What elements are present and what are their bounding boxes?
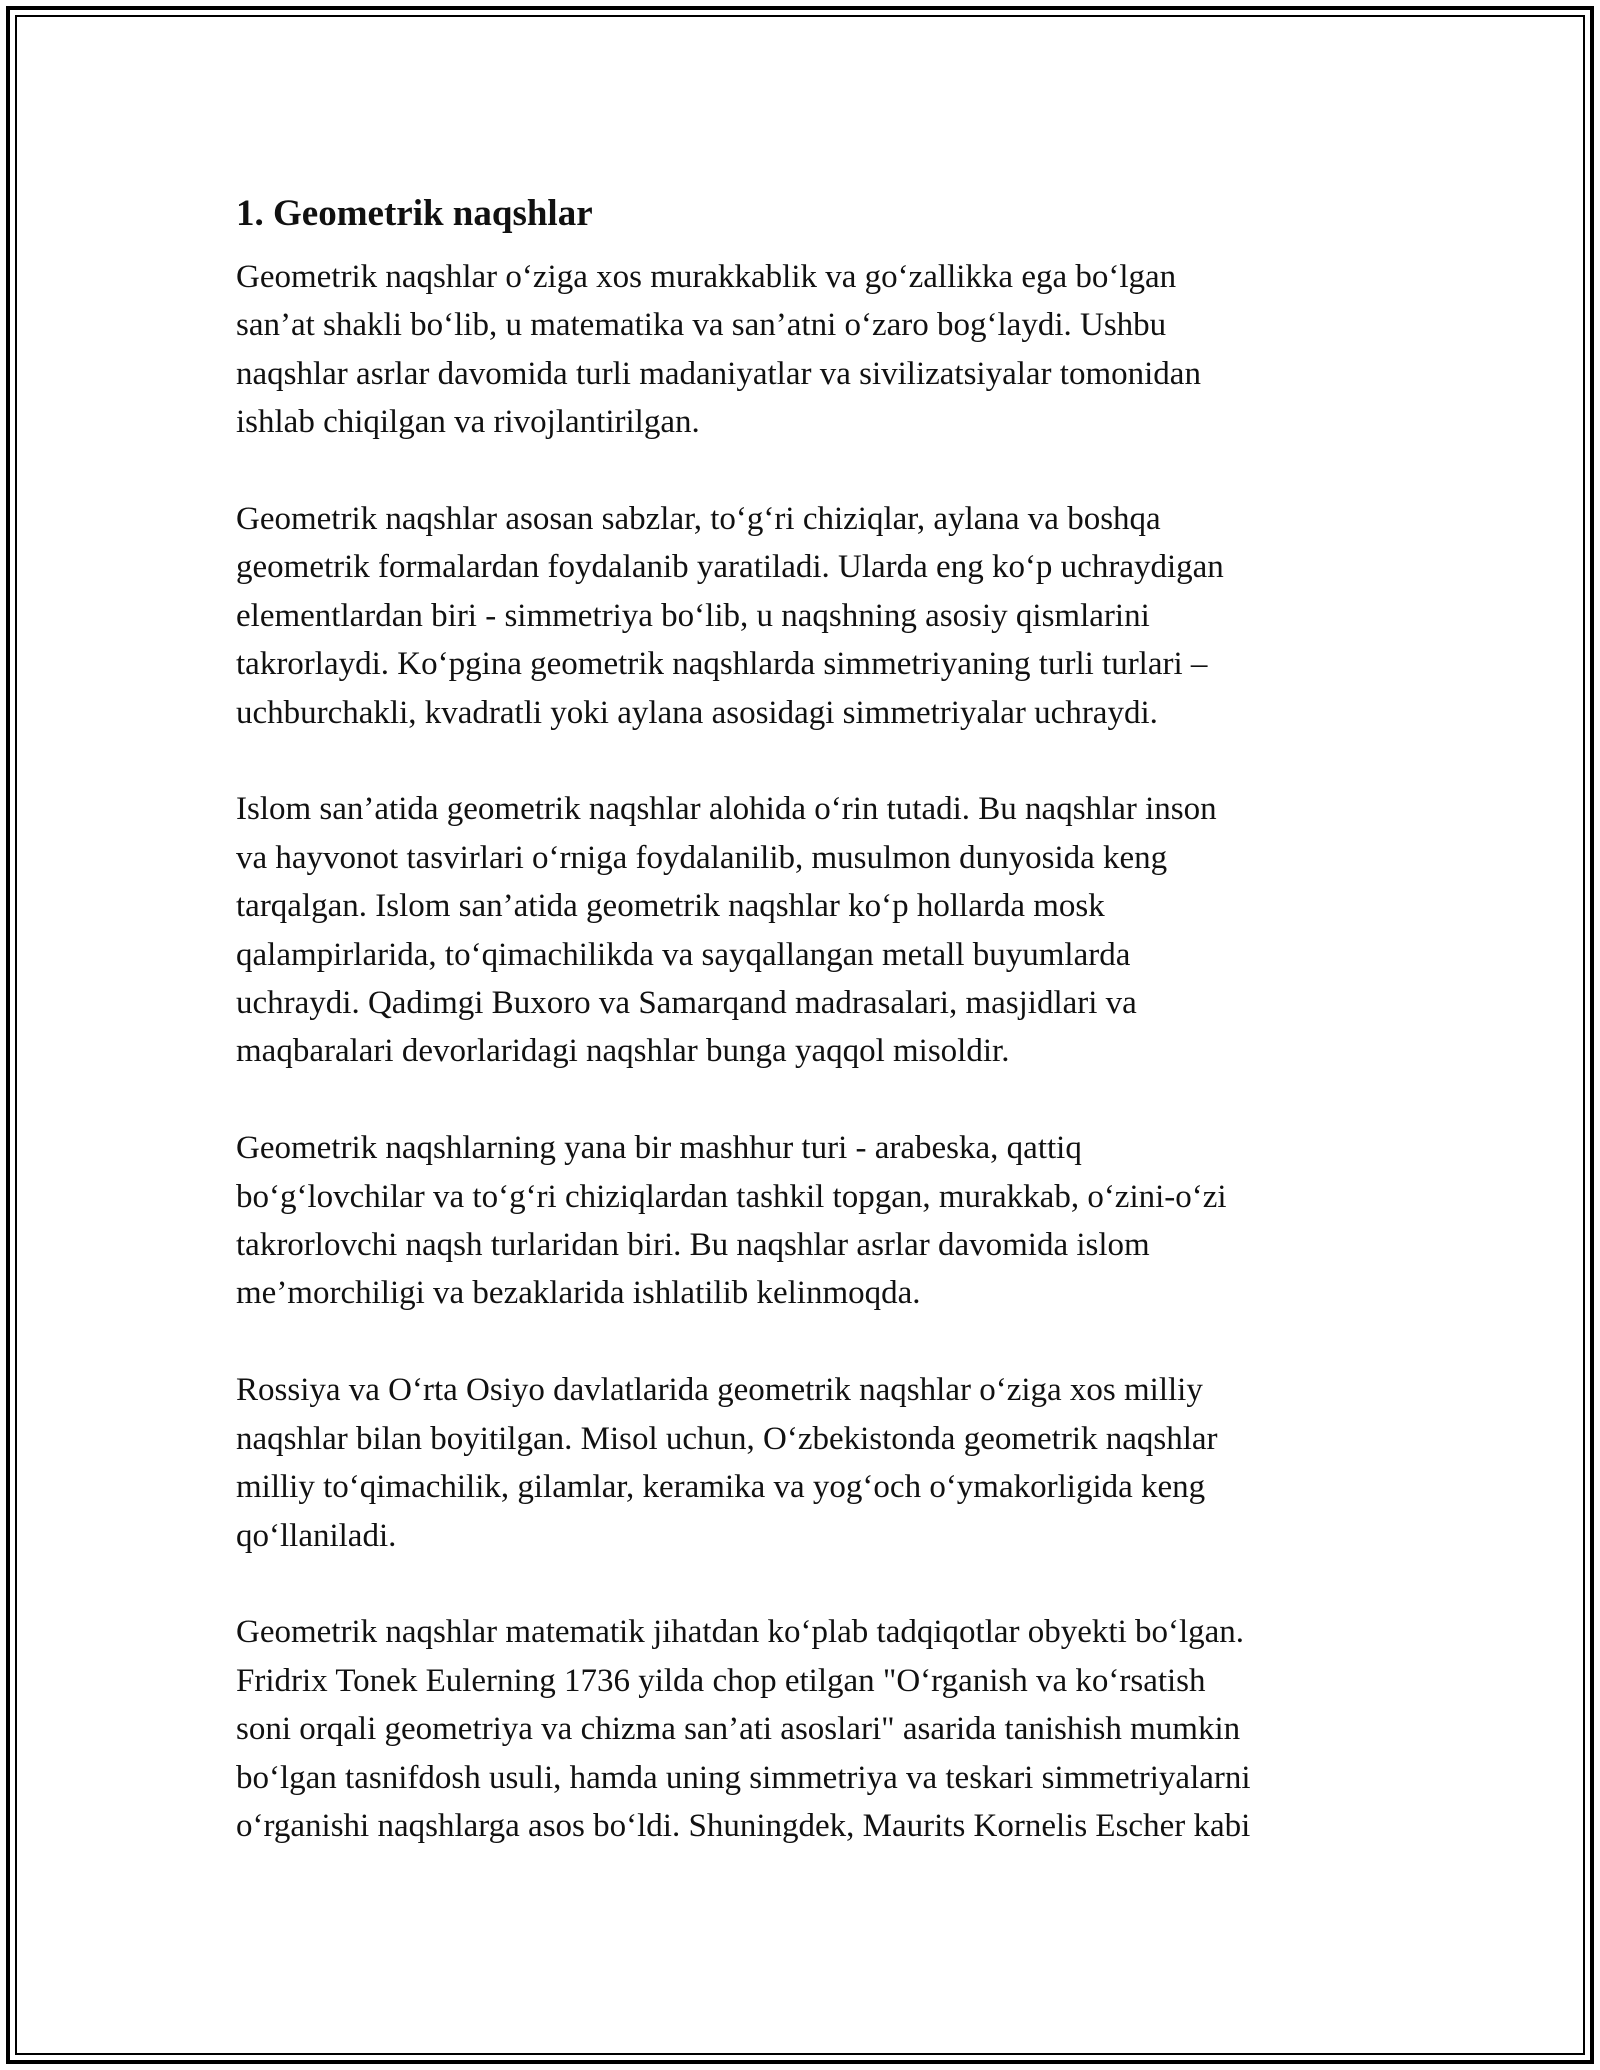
text-line: uchburchakli, kvadratli yoki aylana asosidagi simmetriyalar uchraydi. (236, 694, 1158, 731)
text-line: qo‘llaniladi. (236, 1517, 397, 1554)
text-line: naqshlar asrlar davomida turli madaniyatlar va sivilizatsiyalar tomonidan (236, 355, 1201, 392)
text-line: Rossiya va O‘rta Osiyo davlatlarida geometrik naqshlar o‘ziga xos milliy (236, 1372, 1203, 1409)
paragraph (236, 1124, 1386, 1318)
text-line: takrorlaydi. Ko‘pgina geometrik naqshlarda simmetriyaning turli turlari – (236, 646, 1208, 683)
text-line: geometrik formalardan foydalanib yaratiladi. Ularda eng ko‘p uchraydigan (236, 549, 1224, 586)
text-line: tarqalgan. Islom san’atida geometrik naqshlar ko‘p hollarda mosk (236, 888, 1105, 925)
text-line: bo‘lgan tasnifdosh usuli, hamda uning simmetriya va teskari simmetriyalarni (236, 1759, 1251, 1796)
text-line: milliy to‘qimachilik, gilamlar, keramika va yog‘och o‘ymakorligida keng (236, 1469, 1206, 1506)
paragraph (236, 785, 1386, 1075)
text-line: Geometrik naqshlarning yana bir mashhur turi - arabeska, qattiq (236, 1130, 1082, 1167)
text-line: uchraydi. Qadimgi Buxoro va Samarqand madrasalari, masjidlari va (236, 985, 1137, 1022)
text-line: Geometrik naqshlar asosan sabzlar, to‘g‘ri chiziqlar, aylana va boshqa (236, 501, 1161, 538)
paragraph (236, 1366, 1386, 1560)
text-line: qalampirlarida, to‘qimachilikda va sayqallangan metall buyumlarda (236, 936, 1131, 973)
paragraph (236, 253, 1386, 447)
paragraph (236, 1608, 1386, 1850)
text-line: me’morchiligi va bezaklarida ishlatilib kelinmoqda. (236, 1275, 921, 1312)
text-line: maqbaralari devorlaridagi naqshlar bunga yaqqol misoldir. (236, 1033, 1010, 1070)
text-line: Fridrix Tonek Eulerning 1736 yilda chop etilgan "O‘rganish va ko‘rsatish (236, 1662, 1206, 1699)
text-line: va hayvonot tasvirlari o‘rniga foydalanilib, musulmon dunyosida keng (236, 839, 1168, 876)
text-line: soni orqali geometriya va chizma san’ati asoslari" asarida tanishish mumkin (236, 1711, 1241, 1748)
document-body (236, 186, 1386, 1899)
text-line: o‘rganishi naqshlarga asos bo‘ldi. Shuningdek, Maurits Kornelis Escher kabi (236, 1807, 1251, 1844)
section-heading: 1. Geometrik naqshlar (236, 193, 593, 234)
text-line: Geometrik naqshlar o‘ziga xos murakkablik va go‘zallikka ega bo‘lgan (236, 259, 1177, 295)
text-line: takrorlovchi naqsh turlaridan biri. Bu naqshlar asrlar davomida islom (236, 1227, 1150, 1264)
text-line: naqshlar bilan boyitilgan. Misol uchun, O‘zbekistonda geometrik naqshlar (236, 1420, 1218, 1457)
text-line: bo‘g‘lovchilar va to‘g‘ri chiziqlardan tashkil topgan, murakkab, o‘zini-o‘zi (236, 1178, 1227, 1215)
text-line: elementlardan biri - simmetriya bo‘lib, u naqshning asosiy qismlarini (236, 597, 1150, 634)
text-line: Islom san’atida geometrik naqshlar alohida o‘rin tutadi. Bu naqshlar inson (236, 791, 1217, 828)
text-line: Geometrik naqshlar matematik jihatdan ko‘plab tadqiqotlar obyekti bo‘lgan. (236, 1614, 1245, 1651)
text-line: san’at shakli bo‘lib, u matematika va san’atni o‘zaro bog‘laydi. Ushbu (236, 307, 1167, 344)
text-line: ishlab chiqilgan va rivojlantirilgan. (236, 404, 700, 441)
paragraph (236, 495, 1386, 737)
